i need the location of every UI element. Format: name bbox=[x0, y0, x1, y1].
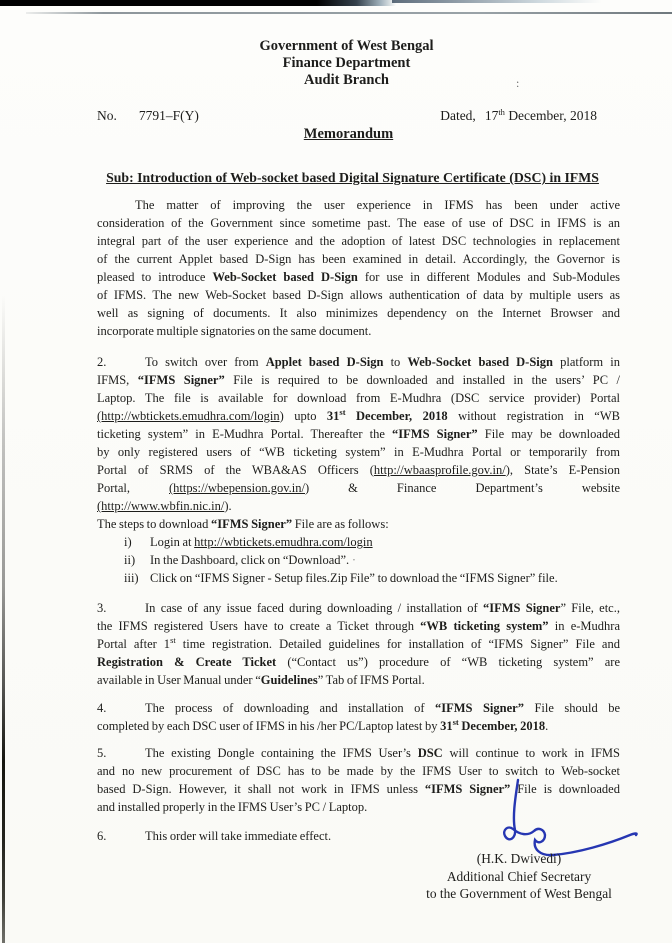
text-segment: · bbox=[349, 553, 356, 567]
text-segment: ) upto bbox=[279, 409, 327, 423]
text-line bbox=[97, 717, 620, 735]
text-segment: “IFMS Signer” bbox=[392, 427, 478, 441]
memo-number-label: No. bbox=[97, 108, 117, 123]
text-segment: and no new procurement of DSC has to be made by the IFMS User to switch to Web-socket bbox=[97, 764, 620, 778]
org-name: Government of West Bengal bbox=[259, 38, 434, 54]
text-segment: ” File, etc., bbox=[560, 601, 620, 615]
text-segment: and installed properly in the IFMS User’s PC / Laptop. bbox=[97, 800, 368, 814]
url-text: (https://wbepension.gov.in/ bbox=[169, 481, 305, 495]
text-segment: This order will take immediate effect. bbox=[145, 829, 332, 843]
text-segment: integral part of the user experience and the adoption of latest DSC technologies in replacement bbox=[97, 234, 620, 248]
text-line bbox=[97, 653, 620, 671]
text-segment: Laptop. The file is available for download from E-Mudhra (DSC service provider) Portal bbox=[97, 391, 620, 405]
text-segment: Portal, bbox=[97, 481, 169, 495]
text-segment: “IFMS Signer” bbox=[210, 517, 293, 531]
text-segment: Login at bbox=[150, 535, 195, 549]
signature-stroke bbox=[504, 780, 636, 855]
text-segment: Web-Socket based D-Sign bbox=[212, 270, 358, 284]
text-line bbox=[97, 407, 620, 425]
url-text: 2. bbox=[97, 355, 107, 369]
text-segment: File are as follows: bbox=[292, 517, 389, 531]
text-segment: In the Dashboard, click on “Download”. bbox=[150, 553, 350, 567]
text-segment: Guidelines bbox=[260, 673, 318, 687]
text-segment: incorporate multiple signatories on the same document. bbox=[97, 324, 372, 338]
text-segment: of the current Applet based D-Sign has been examined in detail. Accordingly, the Governor is bbox=[97, 252, 620, 266]
text-segment: December, 2018 bbox=[458, 719, 546, 733]
text-segment: Registration & Create Ticket bbox=[97, 655, 277, 669]
text-line bbox=[97, 617, 620, 635]
text-segment: File should be bbox=[523, 701, 620, 715]
memo-number-value: 7791–F(Y) bbox=[138, 108, 199, 123]
text-line bbox=[97, 286, 620, 304]
date-label: Dated, bbox=[440, 108, 476, 123]
subject-line: Sub: Introduction of Web-socket based Digital Signature Certificate (DSC) in IFMS bbox=[106, 170, 599, 185]
text-segment: will continue to work in IFMS bbox=[442, 746, 621, 760]
text-segment: ” Tab of IFMS Portal. bbox=[317, 673, 425, 687]
signatory-title: Additional Chief Secretary bbox=[446, 868, 592, 884]
text-segment: Applet based D-Sign bbox=[265, 355, 384, 369]
text-segment: File may be downloaded bbox=[477, 427, 620, 441]
stray-ink-mark: : bbox=[516, 76, 520, 90]
text-line bbox=[97, 443, 620, 461]
text-segment: without registration in “WB bbox=[447, 409, 620, 423]
url-text: 6. bbox=[97, 829, 107, 843]
text-line bbox=[97, 371, 620, 389]
text-line bbox=[97, 425, 620, 443]
text-line bbox=[97, 671, 620, 689]
url-text: (http://www.wbfin.nic.in/ bbox=[97, 499, 225, 513]
document-body bbox=[97, 196, 620, 845]
memo-date bbox=[440, 107, 597, 125]
text-segment: platform in bbox=[552, 355, 620, 369]
text-segment: consideration of the Government since sometime past. The ease of use of DSC in IFMS is an bbox=[97, 216, 620, 230]
memo-number bbox=[97, 107, 199, 125]
text-segment: DSC bbox=[417, 746, 443, 760]
text-segment: Portal after 1 bbox=[97, 637, 171, 651]
text-segment: “IFMS Signer” bbox=[424, 782, 511, 796]
text-line bbox=[97, 322, 620, 340]
text-segment: Web-Socket based D-Sign bbox=[407, 355, 553, 369]
text-line bbox=[97, 232, 620, 250]
text-line bbox=[97, 497, 620, 515]
text-segment: The existing Dongle containing the IFMS User’s bbox=[145, 746, 418, 760]
signature-block bbox=[402, 850, 636, 903]
text-segment: ), State’s E-Pension bbox=[505, 463, 620, 477]
text-segment: in e-Mudhra bbox=[548, 619, 620, 633]
text-segment: “WB ticketing system” bbox=[420, 619, 549, 633]
paragraph-4 bbox=[97, 699, 620, 735]
text-segment: Click on “IFMS Signer - Setup files.Zip File” to download the “IFMS Signer” file. bbox=[150, 571, 558, 585]
text-line bbox=[97, 699, 620, 717]
url-text: st bbox=[452, 717, 459, 727]
text-segment: File is downloaded bbox=[510, 782, 620, 796]
dept-name: Finance Department bbox=[282, 55, 411, 71]
text-line bbox=[97, 196, 620, 214]
text-segment: of IFMS. The new Web-Socket based D-Sign allows authentication of data by multiple users as bbox=[97, 288, 620, 302]
text-segment: ) & Finance Department’s website bbox=[305, 481, 621, 495]
steps-intro-line bbox=[97, 515, 620, 533]
url-text: http://wbaasprofile.gov.in/ bbox=[373, 463, 506, 477]
text-segment: In case of any issue faced during downloading / installation of bbox=[145, 601, 483, 615]
text-segment: December, 2018 bbox=[345, 409, 448, 423]
text-segment: time registration. Detailed guidelines for installation of “IFMS Signer” File and bbox=[175, 637, 620, 651]
paragraph-1 bbox=[97, 196, 620, 340]
letterhead bbox=[85, 38, 608, 89]
url-text: 4. bbox=[97, 701, 107, 715]
text-line bbox=[97, 389, 620, 407]
text-segment: 31 bbox=[326, 409, 340, 423]
memo-title: Memorandum bbox=[303, 126, 394, 142]
signatory-org: to the Government of West Bengal bbox=[426, 886, 612, 901]
step-item-line bbox=[97, 551, 620, 569]
text-line bbox=[97, 353, 620, 371]
branch-name: Audit Branch bbox=[303, 72, 389, 88]
text-line bbox=[97, 214, 620, 232]
url-text: (http://wbtickets.emudhra.com/login bbox=[97, 409, 280, 423]
text-segment: . bbox=[545, 719, 549, 733]
text-segment: “IFMS Signer bbox=[482, 601, 561, 615]
url-text: http://wbtickets.emudhra.com/login bbox=[194, 535, 373, 549]
text-line bbox=[97, 268, 620, 286]
text-segment: To switch over from bbox=[145, 355, 266, 369]
text-segment: (“Contact us”) procedure of “WB ticketing system” are bbox=[276, 655, 620, 669]
text-line bbox=[97, 250, 620, 268]
text-segment: ticketing system” in E-Mudhra Portal. Thereafter the bbox=[97, 427, 393, 441]
download-steps bbox=[97, 515, 620, 587]
url-text: 3. bbox=[97, 601, 107, 615]
text-segment: well as signing of documents. It also minimizes dependency on the Internet Browser and bbox=[97, 306, 620, 320]
text-line bbox=[97, 304, 620, 322]
date-rest: December, 2018 bbox=[504, 108, 597, 123]
step-item-line bbox=[97, 569, 620, 587]
text-segment: The process of downloading and installation of bbox=[145, 701, 435, 715]
text-line bbox=[97, 635, 620, 653]
text-segment: for use in different Modules and Sub-Modules bbox=[357, 270, 620, 284]
text-segment: The matter of improving the user experience in IFMS has been under active bbox=[135, 198, 620, 212]
text-segment: by only registered users of “WB ticketing system” in E-Mudhra Portal or temporarily from bbox=[97, 445, 620, 459]
paragraph-2 bbox=[97, 353, 620, 515]
list-marker: i) bbox=[124, 535, 132, 549]
text-segment: pleased to introduce bbox=[97, 270, 213, 284]
left-edge-scan-artifact bbox=[2, 295, 5, 943]
text-line bbox=[97, 461, 620, 479]
reference-row bbox=[97, 107, 620, 125]
text-segment: File is required to be downloaded and installed in the users’ PC / bbox=[224, 373, 620, 387]
text-segment: “IFMS Signer” bbox=[435, 701, 524, 715]
text-segment: 31 bbox=[440, 719, 453, 733]
list-marker: iii) bbox=[124, 571, 139, 585]
text-segment: available in User Manual under “ bbox=[97, 673, 261, 687]
text-segment: IFMS, bbox=[97, 373, 138, 387]
list-marker: ii) bbox=[124, 553, 136, 567]
document-content bbox=[97, 0, 620, 845]
text-segment: ). bbox=[224, 499, 232, 513]
text-line bbox=[97, 744, 620, 762]
text-segment: based D-Sign. However, it shall not work in IFMS unless bbox=[97, 782, 425, 796]
text-line bbox=[97, 599, 620, 617]
date-ordinal: th bbox=[498, 107, 505, 117]
text-line bbox=[97, 479, 620, 497]
text-segment: the IFMS registered Users have to create a Ticket through bbox=[97, 619, 421, 633]
text-segment: to bbox=[383, 355, 408, 369]
text-segment: Portal of SRMS of the WBA&AS Officers ( bbox=[97, 463, 374, 477]
url-text: 5. bbox=[97, 746, 107, 760]
url-text: st bbox=[170, 635, 176, 645]
step-item-line bbox=[97, 533, 620, 551]
url-text: st bbox=[339, 407, 346, 417]
text-segment: The steps to download bbox=[97, 517, 211, 531]
date-day: 17 bbox=[484, 108, 499, 123]
text-segment: “IFMS Signer” bbox=[137, 373, 225, 387]
text-segment: completed by each DSC user of IFMS in his /her PC/Laptop latest by bbox=[97, 719, 441, 733]
paragraph-3 bbox=[97, 599, 620, 689]
signatory-name: (H.K. Dwivedi) bbox=[476, 851, 562, 866]
